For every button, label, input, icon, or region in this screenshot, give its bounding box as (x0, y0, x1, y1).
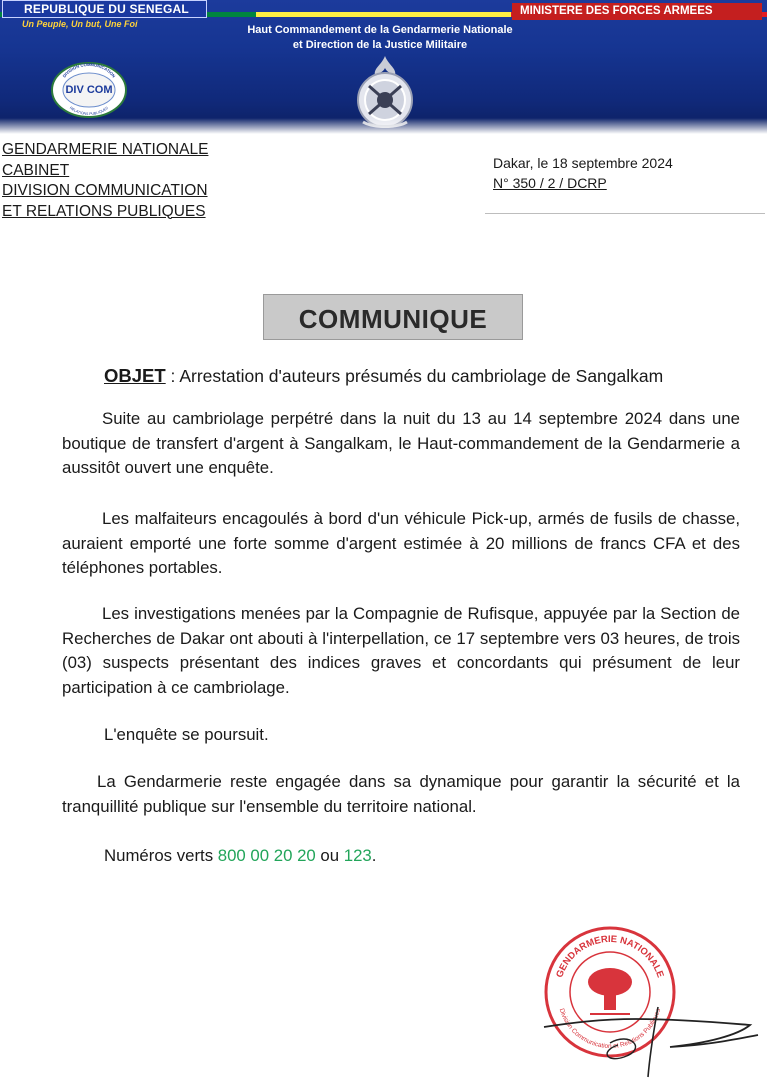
hotline-prefix: Numéros verts (104, 846, 218, 865)
object-text: Arrestation d'auteurs présumés du cambriolage de Sangalkam (179, 366, 664, 386)
object-line (104, 365, 663, 387)
sender-block (2, 140, 208, 222)
svg-text:Division Communication et Rela: Division Communication et Relations Publiques (557, 1007, 663, 1051)
sender-line: CABINET (2, 161, 70, 179)
div-com-logo (50, 62, 128, 118)
object-label: OBJET (104, 365, 166, 386)
signature (540, 1005, 767, 1080)
dateline-block (493, 153, 673, 193)
body-paragraph: Les investigations menées par la Compagnie de Rufisque, appuyée par la Section de Recherches de Dakar ont abouti à l'interpellation, ce 17 septembre vers 03 heures, de trois (03) suspects présentant des indices graves et concordants qui présument de leur participation à ce cambriolage. (62, 604, 740, 697)
svg-text:DIVISION COMMUNICATION: DIVISION COMMUNICATION (61, 62, 117, 79)
object-separator: : (165, 366, 180, 386)
sender-line: DIVISION COMMUNICATION (2, 182, 208, 199)
body-paragraph: La Gendarmerie reste engagée dans sa dynamique pour garantir la sécurité et la tranquillité publique sur l'ensemble du territoire national. (62, 772, 740, 816)
national-motto: Un Peuple, Un but, Une Foi (22, 19, 138, 29)
svg-text:DIV COM: DIV COM (65, 84, 113, 96)
reference-number: N° 350 / 2 / DCRP (493, 175, 607, 191)
hotline-suffix: . (371, 846, 377, 865)
hotline-number-short: 123 (343, 846, 372, 865)
sender-line: GENDARMERIE NATIONALE (2, 141, 209, 158)
ministry-label: MINISTERE DES FORCES ARMEES (520, 5, 713, 17)
body-paragraph: Suite au cambriolage perpétré dans la nuit du 13 au 14 septembre 2024 dans une boutique de transfert d'argent à Sangalkam, le Haut-commandement de la Gendarmerie a aussitôt ouvert une enquête. (62, 409, 740, 478)
banner-fade (0, 118, 767, 134)
command-line-1: Haut Commandement de la Gendarmerie Nationale (247, 24, 513, 36)
body-paragraph: Les malfaiteurs encagoulés à bord d'un véhicule Pick-up, armés de fusils de chasse, auraient emporté une forte somme d'argent estimée à 20 millions de francs CFA et des téléphones portables. (62, 509, 740, 578)
body-paragraph: L'enquête se poursuit. (104, 725, 269, 744)
republic-label: REPUBLIQUE DU SENEGAL (24, 2, 189, 16)
svg-text:GENDARMERIE NATIONALE: GENDARMERIE NATIONALE (554, 933, 666, 980)
document-title: COMMUNIQUE (298, 304, 488, 334)
dateline-divider (485, 213, 765, 214)
svg-text:RELATIONS PUBLIQUES: RELATIONS PUBLIQUES (68, 105, 110, 117)
hotline-number-main: 800 00 20 20 (217, 846, 316, 865)
place-date: Dakar, le 18 septembre 2024 (493, 155, 673, 171)
flag-yellow (256, 12, 512, 17)
header-banner (0, 0, 767, 134)
hotline-line (104, 844, 767, 869)
command-line-2: et Direction de la Justice Militaire (292, 39, 468, 51)
hotline-conjunction: ou (315, 846, 344, 865)
sender-line: ET RELATIONS PUBLIQUES (2, 202, 206, 220)
